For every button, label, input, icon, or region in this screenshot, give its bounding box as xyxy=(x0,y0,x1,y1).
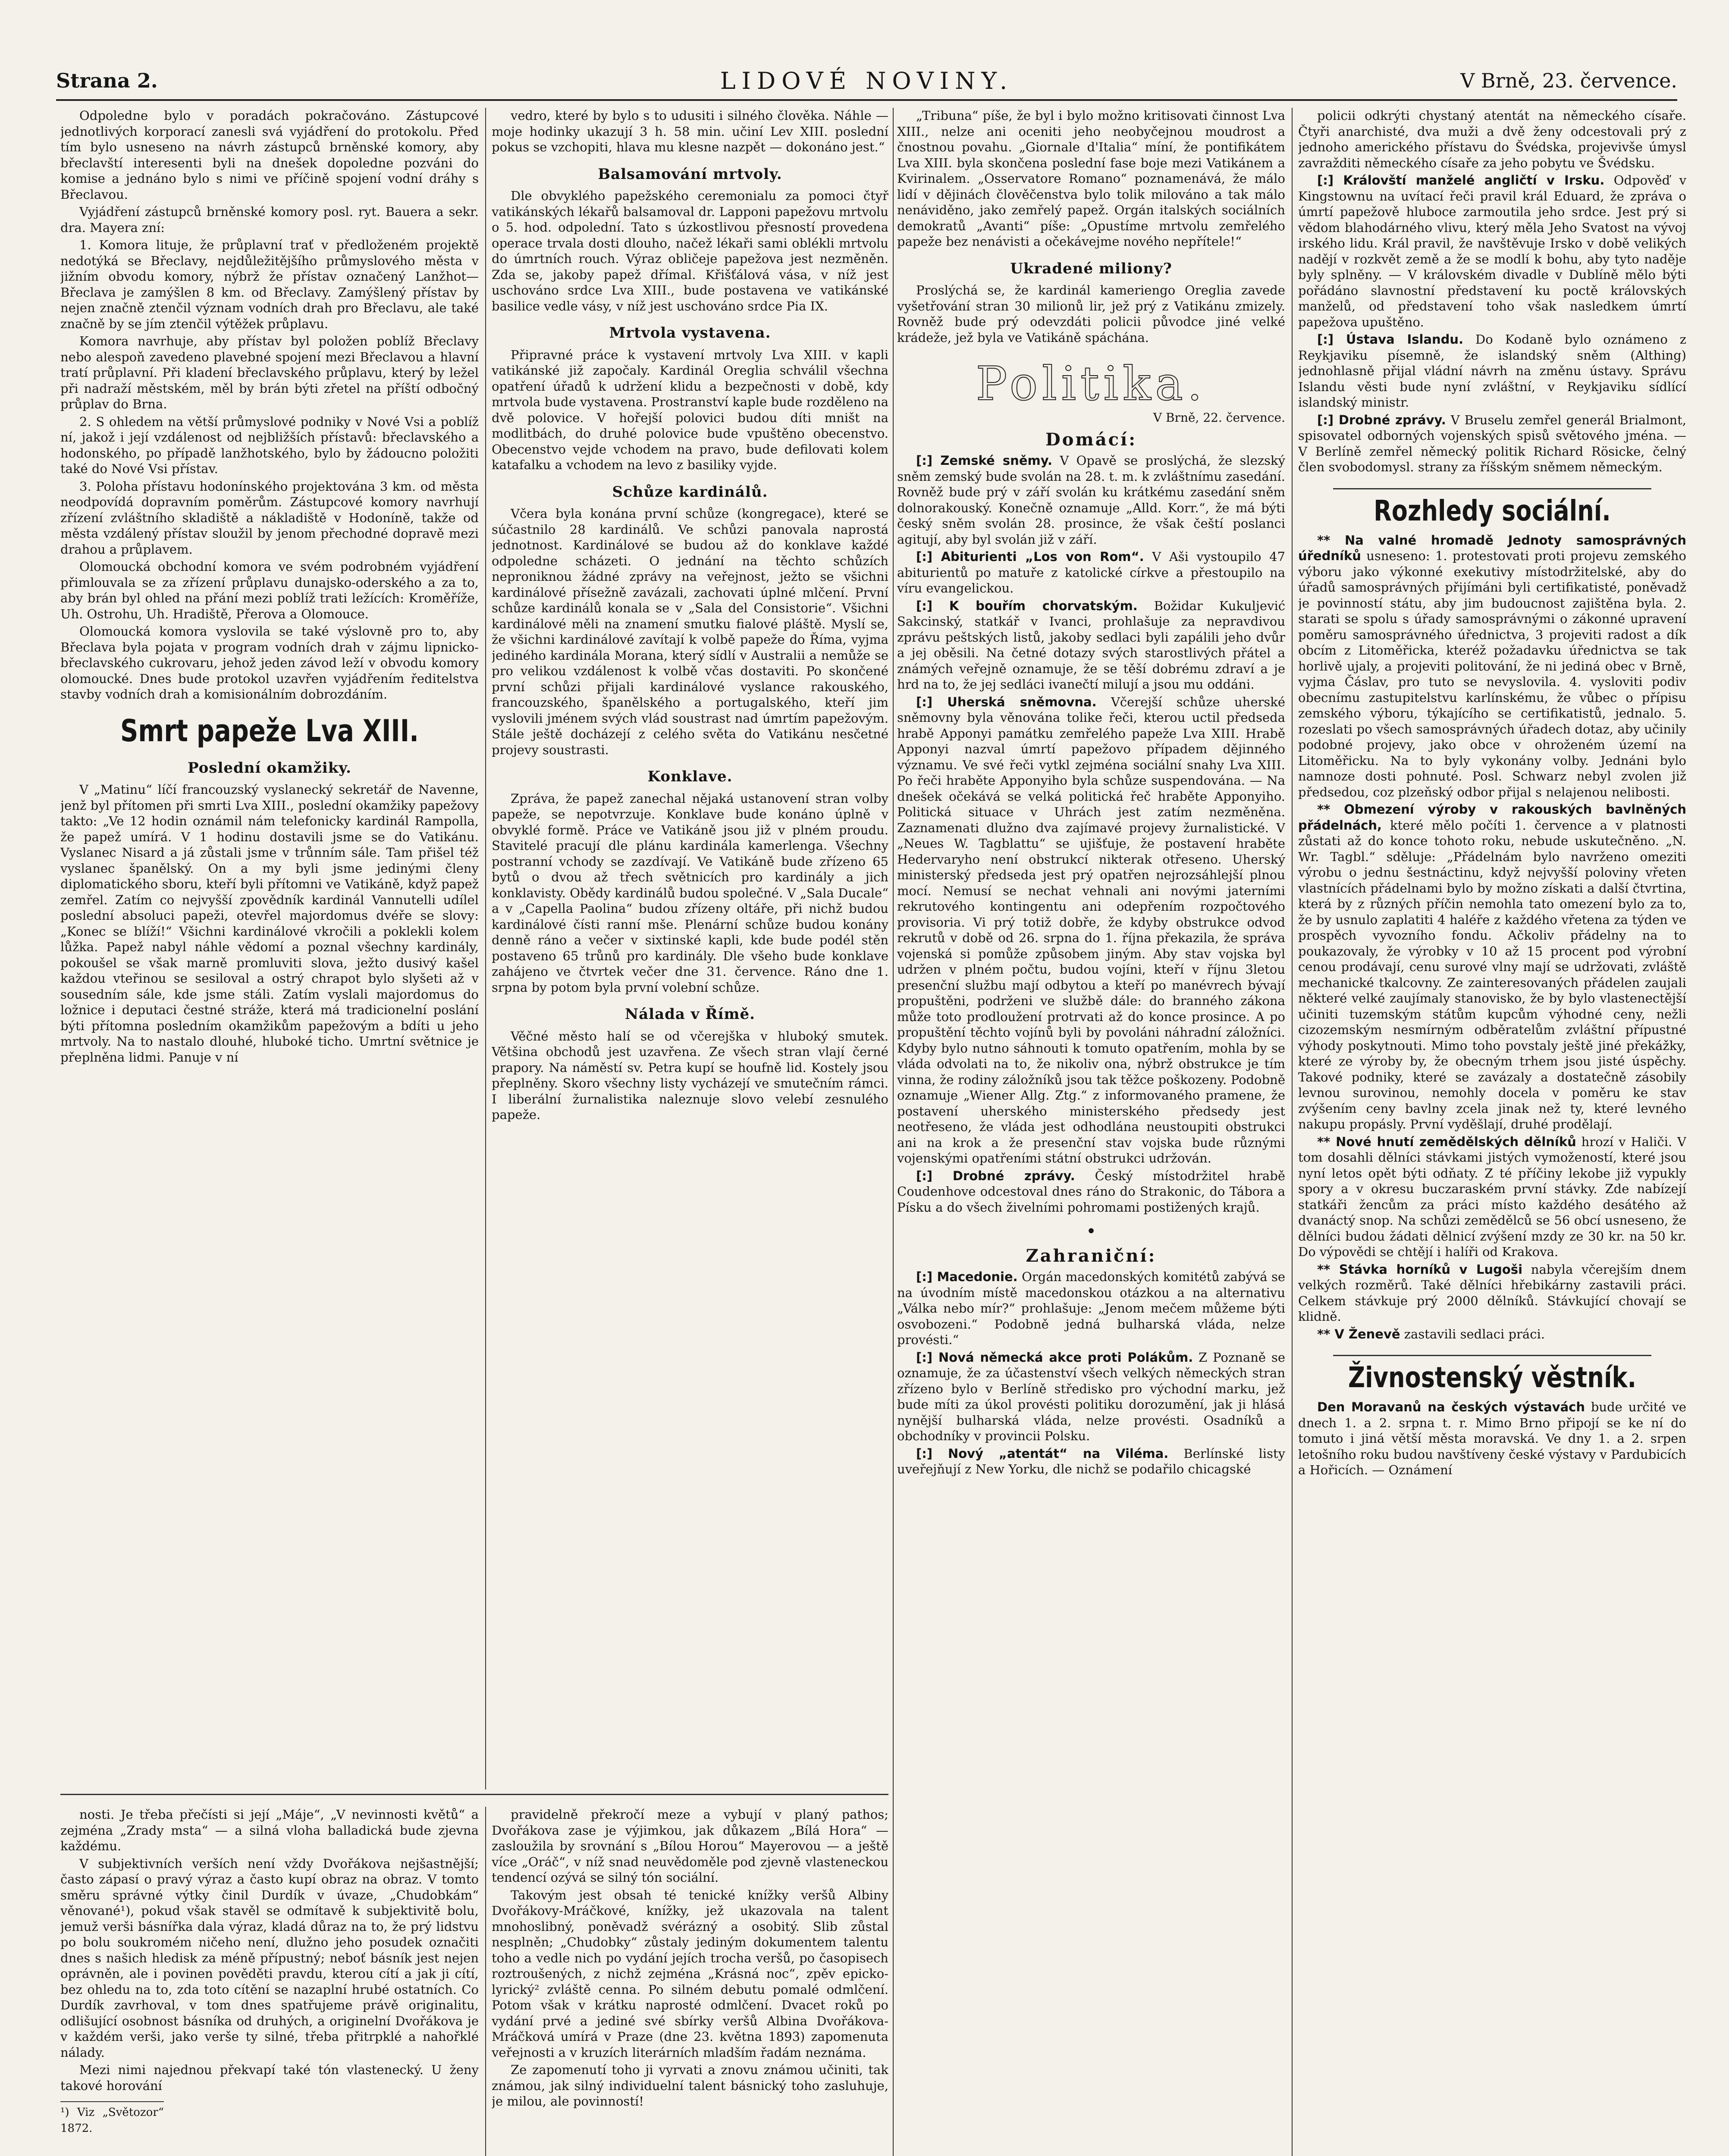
section-domestic: Domácí: xyxy=(1045,429,1137,450)
feuilleton-paragraph: Takovým jest obsah té tenické knížky veršů Albiny Dvořákovy-Mráčkové, knížky, jež ukazovala na talent mnohoslibný, poněvadž svérázný a osobitý. Slib zůstal nesplněn; „Chudobky“ zůstaly jediným dokumentem talentu toho a vedle nich po vydání jejích trocha veršů, po časopisech roztroušených, z nichž zejména „Krásná noc“, zpěv epicko-lyrický² zvláště cenna. Po silném debutu pomalé odmlčení. Potom však v krátku naprosté odmlčení. Dvacet roků po vydání prvé a jediné své sbírky veršů Albina Dvořákova-Mráčková umírá v Praze (dne 23. května 1893) zapomenuta veřejnosti a v kruzích literárních mladším řadám neznáma. xyxy=(492,1887,888,2060)
feuilleton-paragraph: V subjektivních verších není vždy Dvořákova nejšastnější; často zápasí o pravý výraz a často kupí obraz na obraz. V tomto směru správné výtky činil Durdík v úvaze, „Chudobkám“ věnované¹), pokud však stavěl se odmítavě k subjektivitě bolu, jemuž verši básnířka dala výraz, kladá důraz na to, že prý lidstvu po bolu soukromém ničeho není, dlužno jeho posudek označiti dnes s našich hledisk za méně přípustný; neboť básník jest nejen oprávněn, ale i povinen pověděti pravdu, kterou cítí a jak ji cítí, bez ohledu na to, zda toto cítění se nazaplní hrubé ostatních. Co Durdík zavrhoval, v tom dnes spatřujeme právě originalitu, odlišující osobnost básníka od druhých, a originelní Dvořákova je v každém verši, jako verše ty silné, třeba přitrpklé a nahořklé nálady. xyxy=(60,1856,479,2060)
news-item xyxy=(897,1350,1285,1444)
feuilleton-paragraph: pravidelně překročí meze a vybují v planý pathos; Dvořákova zase je výjimkou, jak důkazem „Bílá Hora“ — zasloužila by srovnání s „Bílou Horou“ Mayerovou — a ještě více „Oráč“, v níž snad neuvědoměle pod zjevně vlasteneckou tendencí ozývá se silný tón sociální. xyxy=(492,1807,888,1885)
news-item-title: [:] K bouřím chorvatským. xyxy=(916,598,1138,613)
feuilleton-paragraph: Mezi nimi najednou překvapí také tón vlastenecký. U ženy takové horování xyxy=(60,2062,479,2093)
news-item-title: [:] Královští manželé angličtí v Irsku. xyxy=(1317,173,1605,188)
news-item-title: [:] Macedonie. xyxy=(916,1269,1018,1284)
issue-date: V Brně, 23. července. xyxy=(1460,69,1677,92)
article-paragraph: vedro, které by bylo s to udusiti i silného člověka. Náhle — moje hodinky ukazují 3 h. 58 min. učiní Lev XIII. poslední pokus se vzchopiti, hlava mu klesne nazpět — dokonáno jest.“ xyxy=(492,108,888,154)
feuilleton-column-2 xyxy=(492,1807,888,2156)
news-item-body: Božidar Kukuljević Sakcinský, statkář v Ivanci, prohlašuje za nepravdivou zprávu peštských listů, jakoby sedlaci byli zapálili jeho dvůr a jej oběsili. Na četné dotazy svých starostlivých přátel a známých veřejně oznamuje, že se těší dobrému zdraví a je hrd na to, že jej sedláci ivanečtí milují a jsou mu oddáni. xyxy=(897,598,1285,692)
news-item-body: Orgán macedonských komitétů zabývá se na úvodním místě macedonskou otázkou a na alternativu „Válka nebo mír?“ prohlašuje: „Jenom mečem můžeme býti osvobozeni.“ Podobně jedná bulharská vláda, nelze provésti.“ xyxy=(897,1269,1285,1347)
column-2 xyxy=(492,108,888,1798)
news-item-title: ** Nové hnutí zemědělských dělníků xyxy=(1317,1134,1576,1149)
news-item xyxy=(1298,1326,1686,1342)
news-item-title: Den Moravanů na českých výstavách xyxy=(1317,1400,1585,1414)
section-title-politika: Politika. xyxy=(976,357,1207,411)
column-rule xyxy=(485,1807,486,2156)
article-paragraph: Vyjádření zástupců brněnské komory posl. ryt. Bauera a sekr. dra. Mayera zní: xyxy=(60,204,479,235)
article-paragraph: Olomoucká komora vyslovila se také výslovně pro to, aby Břeclava byla pojata v program vodních drah v zájmu lipnicko-břeclavského cukrovaru, jehož jeden závod leží v obvodu komory olomoucké. Dnes bude protokol uzavřen vyjádřením ředitelstva stavby vodních drah a komisionálním dobrozdáním. xyxy=(60,624,479,702)
news-item-title: [:] Nový „atentát“ na Viléma. xyxy=(916,1446,1169,1461)
news-item-body: Do Kodaně bylo oznámeno z Reykjaviku písemně, že islandský sněm (Althing) jednohlasně přijal vládní návrh na změnu ústavy. Správu Islandu věsti bude nyní zvláštní, v Reykjaviku sídlící islandský ministr. xyxy=(1298,332,1686,410)
column-4 xyxy=(1298,108,1686,2156)
feuilleton-paragraph: nosti. Je třeba přečísti si její „Máje“, „V nevinnosti květů“ a zejména „Zrady msta“ — a silná vloha balladická bude zjevna každému. xyxy=(60,1807,479,1853)
news-item xyxy=(1298,533,1686,800)
section-headline-social: Rozhledy sociální. xyxy=(1333,488,1651,528)
news-item-body: zastavili sedlaci práci. xyxy=(1404,1326,1545,1341)
news-item xyxy=(897,1269,1285,1348)
news-item xyxy=(897,598,1285,693)
news-item-title: [:] Abiturienti „Los von Rom“. xyxy=(916,549,1144,564)
news-item-title: [:] Ústava Islandu. xyxy=(1317,332,1464,347)
news-item xyxy=(897,453,1285,547)
news-item-body: V Aši vystoupilo 47 abiturientů po matuře z katolické církve a přestoupilo na víru evangelickou. xyxy=(897,549,1285,595)
news-item-title: [:] Nová německá akce proti Polákům. xyxy=(916,1350,1193,1365)
dateline: V Brně, 22. července. xyxy=(1153,411,1285,425)
news-item-body: Z Poznaně se oznamuje, že za účastenství všech velkých německých stran zřízeno bylo v Berlíně středisko pro východní marku, jež bude míti za úkol provésti politiku dorozumění, jak ji hlásá nynější bulharská vláda, nelze provésti. Osadníků a obchodníky v provincii Polsku. xyxy=(897,1350,1285,1443)
newspaper-name: LIDOVÉ NOVINY. xyxy=(720,67,1014,94)
article-paragraph: Včera byla konána první schůze (kongregace), které se súčastnilo 28 kardinálů. Ve schůzi panovala naprostá jednotnost. Kardinálové se budou až do konklave každé odpoledne scházeti. O jednání na těchto schůzích neproniknou žádné zprávy na veřejnost, ježto se všichni kardinálové přísežně zavázali, zachovati úplné mlčení. První schůze kardinálů konala se v „Sala del Consistorie“. Všichni kardinálové měli na znamení smutku fialové pláště. Myslí se, že všichni kardinálové zavítají k volbě papeže do Říma, vyjma jediného kardinála Morana, který sídlí v Australii a nemůže se pro velikou vzdálenost k volbě včas dostaviti. Po skončené první schůzi přijali kardinálové vyslance rakouského, francouzského, španělského a portugalského, kteří jim vyslovili jménem svých vlád soustrast nad úmrtím papežovým. Stále ještě docházejí z celého světa do Vatikánu nesčetné projevy soustrasti. xyxy=(492,506,888,757)
section-subheading: Mrtvola vystavena. xyxy=(609,324,771,342)
column-rule xyxy=(1292,108,1293,2156)
news-item-title: ** Stávka horníků v Lugoši xyxy=(1317,1262,1523,1277)
page-number: Strana 2. xyxy=(56,69,158,92)
news-item xyxy=(1298,1262,1686,1325)
section-foreign: Zahraniční: xyxy=(1026,1245,1157,1266)
news-item xyxy=(1298,1399,1686,1478)
feuilleton-column-1 xyxy=(60,1807,479,2156)
article-paragraph: Proslýchá se, že kardinál kameriengo Oreglia zavede vyšetřování stran 30 milionů lir, jež prý z Vatikánu zmizely. Rovněž bude prý odevzdáti policii původce jiné velké krádeže, jež byla ve Vatikáně spáchána. xyxy=(897,283,1285,345)
news-item-body: usneseno: 1. protestovati proti projevu zemského výboru jako výkonné exekutivy místodržitelské, aby do úřadů samosprávných přijímáni byli certifikatisté, poněvadž je povinností státu, aby jim budoucnost zajištěna byla. 2. starati se spolu s úřady samosprávnými o zákonné upravení poměru samosprávného úřednictva, 3 projeviti radost a dík obcím z Litoměřicka, kteréž požadavku úřednictva se tak horlivě ujaly, a projeviti politování, že ni jediná obec v Brně, vyjma Čáslav, pro tuto se nevyslovila. 4. vysloviti podiv obecnímu zastupitelstvu karlínskému, že vůbec o přípisu zemského výboru, týkajícího se certifikatistů, jednalo. 5. rozeslati po všech samosprávných úřadech dotaz, aby učinily podobné projevy, jako obce v ohroženém území na Litoměřicku. Na to byly vykonány volby. Jednáni bylo namnoze dosti pohnuté. Posl. Schwarz nebyl zvolen již předsedou, coz plzeňský odbor přijal s nelajenou nelibosti. xyxy=(1298,548,1686,799)
news-item-body: hrozí v Haliči. V tom dosahli dělníci stávkami jistých vymožeností, které jsou nyní letos opět býti odňaty. Z té příčiny lekobe již vypukly spory a v okresu buczaraském první stávky. Zde nabízejí statkáři žencům za práci místo každého desátého až dvanáctý snop. Na schůzi zemědělců se 56 obcí usneseno, že dělníci budou žádati dělnicí zvýšení mzdy ze 30 kr. na 50 kr. Do výpovědi se chtějí i halíři od Krakova. xyxy=(1298,1134,1686,1259)
feuilleton-paragraph: Ze zapomenutí toho ji vyrvati a znovu známou učiniti, tak známou, jak silný individuelní talent básnický toho zasluhuje, je milou, ale povinností! xyxy=(492,2062,888,2109)
news-item-title: [:] Uherská sněmovna. xyxy=(916,694,1097,709)
news-item-title: ** Na valné hromadě Jednoty samosprávných úředníků xyxy=(1298,533,1686,563)
section-subheading: Nálada v Římě. xyxy=(625,1006,755,1023)
article-paragraph: Věčné město halí se od včerejška v hluboký smutek. Většina obchodů jest uzavřena. Ze všech stran vlají černé prapory. Na náměstí sv. Petra kupí se houfně lid. Kostely jsou přeplněny. Skoro všechny listy vycházejí ve smutečním rámci. I liberální žurnalistika naleznuje slovo velebí zesnulého papeže. xyxy=(492,1028,888,1122)
news-item xyxy=(1298,172,1686,330)
news-item-title: [:] Drobné zprávy. xyxy=(1317,412,1446,427)
news-item-body: které mělo počíti 1. července a v platnosti zůstati až do konce tohoto roku, nebude uskutečněno. „N. Wr. Tagbl.“ sděluje: „Přádelnám bylo navrženo omeziti výrobu o jednu šestnáctinu, když nejvyšší poloviny vřeten vlastnících přádelnami bylo by možno získati a další čtvrtina, která by z různých příčin nemohla tato omezení bylo za to, že by usnulo zaplatiti 4 haléře z každého vřetena za týden ve prospěch vyvozního fondu. Ačkoliv přádelny na to poukazovaly, že výrobky v 10 až 15 procent pod výrobní cenou prodávají, cenu surové vlny mají se udržovati, zvláště mechanické tkalcovny. Ze zainteresovaných přádelen zaujali některé velké zaujímaly stanovisko, že by bylo vlastenectější učiniti tuzemským státům kupcům výhodné ceny, nežli cizozemským nesmírným odběratelům zvláštní přípustné výhody poskytnouti. Mimo toho povstaly ještě jiné překážky, které ze výroby by, že obecným trhem jsou jisté úspěchy. Takové podniky, které se zavázaly a dostatečně zásobily levnou surovinou, nemohly docela v poměru ke stav zvýšením ceny bavlny zcela jinak než ty, které levného nakupu propásly. První vyděšlají, druhé prodělají. xyxy=(1298,818,1686,1131)
news-item xyxy=(897,694,1285,1166)
news-item xyxy=(1298,412,1686,475)
column-1 xyxy=(60,108,479,1798)
article-paragraph: Dle obvyklého papežského ceremonialu za pomoci čtyř vatikánských lékařů balsamoval dr. Lapponi papežovu mrtvolu o 5. hod. odpolední. Tato s úzkostlivou přesností provedena operace trvala dosti dlouho, načež lékaři sami oblékli mrtvolu do úmrtních rouch. Výraz obličeje papežova jest nezměněn. Zda se, jakoby papež dřímal. Křišťálová vása, v níž jest uschováno srdce Lva XIII., bude postavena ve vatikánské basilice vedle vásy, v níž jest uschováno srdce Pia IX. xyxy=(492,188,888,313)
news-item-body: bude určité ve dnech 1. a 2. srpna t. r. Mimo Brno připojí se ke ní do tomuto i jiná větší města moravská. Ve dny 1. a 2. srpen letošního roku budou navštíveny české výstavy v Pardubicích a Hořicích. — Oznámení xyxy=(1298,1400,1686,1477)
section-headline-trade: Živnostenský věstník. xyxy=(1333,1355,1651,1395)
news-item xyxy=(897,1168,1285,1216)
news-item-body: Včerejší schůze uherské sněmovny byla věnována tolike řeči, kterou uctil předseda hrabě Apponyi památku zemřelého papeže Lva XIII. Hrabě Apponyi nazval úmrtí papežovo případem dějinného významu. Ve své řeči vytkl zejména sociální snahy Lva XIII. Po řeči hraběte Apponyiho byla schůze suspendována. — Na dnešek očekává se velká politická řeč hraběte Apponyiho. Politická situace v Uhrách jest zatím nezměněna. Zaznamenati dlužno dva zajímavé projevy žurnalistické. V „Neues W. Tagblattu“ se ujišťuje, že postavení hraběte Hedervaryho není obstrukcí nikterak otřeseno. Uherský ministerský předseda jest prý opatřen nejrozsáhlejší plnou mocí. Nemusí se nechat vehnali ani novými jaterními rekrutového kontingentu ani odepřením rozpočtového provisoria. Vi prý totiž dobře, že kdyby obstrukce odvod rekrutů v době od 26. srpna do 1. října překazila, že správa vojenská si pomůže způsobem jiným. Aby stav vojska byl udržen v plném počtu, budou vojíni, kteří v říjnu 3letou presenční službu mají odbytou a kteří po manévrech bývají propuštěni, podrženi ve službě dále: do branného zákona může toto prodloužení protrvati až do konce prosince. A po propuštění těchto vojínů byli by povoláni náhradní záložníci. Kdyby bylo nutno sáhnouti k tomuto opatřením, mohla by se vláda odvolati na to, že nikoliv ona, nýbrž obstrukce je tím vinna, že rodiny záložníků jsou tak těžce poškozeny. Podobně oznamuje „Wiener Allg. Ztg.“ z informovaného pramene, že postavení uherského ministerského předsedy jest neotřeseno, že vláda jest odhodlána neustoupiti obstrukci ani na krok a že presenční stav vojska bude různými vojenskými opatřeními státní obstrukci udržován. xyxy=(897,694,1285,1166)
news-item-title: ** V Ženevě xyxy=(1317,1326,1400,1341)
article-paragraph: „Tribuna“ píše, že byl i bylo možno kritisovati činnost Lva XIII., nelze ani oceniti jeho neobyčejnou moudrost a čnostnou povahu. „Giornale d'Italia“ míní, že pontifikátem Lva XIII. byla skončena poslední fase boje mezi Vatikánem a Kvirinalem. „Osservatore Romano“ poznamenává, že málo lidí v dějinách člověčenstva bylo tolik milováno a tak málo nenáviděno, jako zemřelý papež. Orgán italských sociálních demokratů „Avanti“ píše: „Opustíme mrtvolu zemřelého papeže bez nenávisti a očekávejme nového nepřítele!“ xyxy=(897,108,1285,249)
article-paragraph: policii odkrýti chystaný atentát na německého císaře. Čtyři anarchisté, dva muži a dvě ženy odcestovali prý z jednoho amerického přístavu do Švédska, projevivše úmysl zavražditi německého císaře za jeho pobytu ve Švédsku. xyxy=(1298,108,1686,170)
news-item-body: Český místodržitel hrabě Coudenhove odcestoval dnes ráno do Strakonic, do Tábora a Písku a do všech živelními pohromami postižených krajů. xyxy=(897,1168,1285,1215)
section-subheading: Poslední okamžiky. xyxy=(188,759,351,777)
article-paragraph: Odpoledne bylo v poradách pokračováno. Zástupcové jednotlivých korporací zanesli svá vyjádření do protokolu. Před tím bylo usneseno na návrh zástupců brněnské komory, aby břeclavští interesenti byli na dnešek dopoledne pozváni do komise a jednáno bylo s nimi ve příčině spojení vodní dráhy s Břeclavou. xyxy=(60,108,479,202)
article-paragraph: Připravné práce k vystavení mrtvoly Lva XIII. v kapli vatikánské již započaly. Kardinál Oreglia schválil všechna opatření úřadů k udržení klidu a bezpečnosti v době, kdy mrtvola bude vystavena. Prostranství kaple bude rozděleno na dvě polovice. V hořejší polovici budou díti mništ na modlitbách, do druhé polovice bude vpuštěno obecenstvo. Obecenstvo vejde vchodem na pravo, bude defilovati kolem katafalku a vchodem na levo z basiliky vyjde. xyxy=(492,347,888,472)
news-item-body: V Bruselu zemřel generál Brialmont, spisovatel odborných vojenských spisů světového jména. — V Berlíně zemřel německý politik Richard Rösicke, čelný člen svobodomysl. strany za říšským sněmem německým. xyxy=(1298,412,1686,474)
section-subheading: Ukradené miliony? xyxy=(1010,260,1172,277)
article-paragraph: Olomoucká obchodní komora ve svém podrobném vyjádření přimlouvala se za zřízení průplavu dunajsko-oderského a za to, aby brán byl ohled na přání mezi poblíž trati ležících: Kroměříže, Uh. Ostrohu, Uh. Hradiště, Přerova a Olomouce. xyxy=(60,559,479,621)
news-item-body: Berlínské listy uveřejňují z New Yorku, dle nichž se podařilo chicagské xyxy=(897,1446,1285,1476)
news-item-title: ** Obmezení výroby v rakouských bavlněných přádelnách, xyxy=(1298,802,1686,833)
article-paragraph: 3. Poloha přístavu hodonínského projektována 3 km. od města neodpovídá dopravním poměrům. Zástupcové komory navrhují zřízení zvláštního skladiště a nákladiště v Hodoníně, takže od města vzdálený přístav sloužil by jenom přechodné dopravě mezi drahou a průplavem. xyxy=(60,479,479,557)
news-item xyxy=(1298,332,1686,411)
news-item-body: Odpověď v Kingstownu na uvítací řeči pravil král Eduard, že zpráva o úmrtí papežově hluboce zarmoutila jeho srdce. Jest prý si vědom blahodárného vlivu, který měla Jeho Svatost na vývoj irského lidu. Král pravil, že navštěvuje Irsko v době velikých nadějí v rozkvět země a že se modlí k bohu, aby tyto naděje byly splněny. — V královském divadle v Dublíně mělo býti pořádáno slavnostní představení ku poctě královských manželů, od představení toho však nasledkem úmrtí papežova upuštěno. xyxy=(1298,173,1686,329)
section-subheading: Konklave. xyxy=(647,768,733,785)
section-subheading: Schůze kardinálů. xyxy=(612,483,768,501)
column-rule xyxy=(893,108,894,2156)
article-paragraph: Zpráva, že papež zanechal nějaká ustanovení stran volby papeže, se nepotvrzuje. Konklave bude konáno úplně v obvyklé formě. Práce ve Vatikáně jsou již v plném proudu. Stavitelé pracují dle plánu kardinála kamerlenga. Všechny postranní vchody se zazdívají. Ve Vatikáně bude zřízeno 65 bytů o dvou až třech světnicích pro kardinály a jich konklavisty. Obědy kardinálů budou společné. V „Sala Ducale“ a v „Capella Paolina“ budou zřízeny oltáře, při nichž budou kardinálové čísti ranní mše. Plenární schůze budou konány denně ráno a večer v sixtinské kapli, kde bude podél stěn postaveno 65 trůnů pro kardinály. Dle všeho bude konklave zahájeno ve čtvrtek večer dne 31. července. Ráno dne 1. srpna by potom byla první volební schůze. xyxy=(492,791,888,995)
news-item xyxy=(1298,1134,1686,1260)
news-item-title: [:] Zemské sněmy. xyxy=(916,453,1052,468)
news-item-body: V Opavě se proslýchá, že slezský sněm zemský bude svolán na 28. t. m. k zvláštnímu zasedání. Rovněž bude prý v září svolán ku krátkému zasedání sněm dolnorakouský. Konečně oznamuje „Alld. Korr.“, že má býti český sněm svolán 28. prosince, že však čeští poslanci agitují, aby byl svolán již v září. xyxy=(897,453,1285,547)
news-item-title: [:] Drobné zprávy. xyxy=(916,1168,1075,1183)
news-item-body: nabyla včerejším dnem velkých rozměrů. Také dělníci hřebikárny zastavili práci. Celkem stávkuje prý 2000 dělníků. Stávkující chovají se klidně. xyxy=(1298,1262,1686,1324)
article-headline: Smrt papeže Lva XIII. xyxy=(120,713,419,749)
column-rule xyxy=(485,108,486,1789)
column-3 xyxy=(897,108,1285,2156)
article-paragraph: Komora navrhuje, aby přístav byl položen poblíž Břeclavy nebo alespoň zavedeno plavebné spojení mezi Břeclavou a hlavní tratí průplavní. Při kladení břeclavského průplavu, který by ležel při nadraží městském, měl by brán býti zřetel na příští odbočný průplav do Brna. xyxy=(60,334,479,411)
news-item xyxy=(897,549,1285,596)
footnote: ¹) Viz „Světozor“ 1872. xyxy=(60,2101,164,2136)
news-item xyxy=(897,1446,1285,1477)
article-paragraph: 2. S ohledem na větší průmyslové podniky v Nové Vsi a poblíž ní, jakož i její vzdálenost od nejbližších přístavů: břeclavského a hodonského, po případě lanžhotského, bylo by žádoucno položiti také do Nové Vsi přístav. xyxy=(60,414,479,476)
separator-dot: • xyxy=(1086,1222,1096,1241)
section-subheading: Balsamování mrtvoly. xyxy=(598,165,782,183)
masthead xyxy=(56,65,1677,101)
article-paragraph: V „Matinu“ líčí francouzský vyslanecký sekretář de Navenne, jenž byl přítomen při smrti Lva XIII., poslední okamžiky papežovy takto: „Ve 12 hodin oznámil nám telefonicky kardinál Rampolla, že papež umírá. V 1 hodinu dostavili jsme se do Vatikánu. Vyslanec Nisard a já zůstali jsme v trůnním sále. Tam přišel též vyslanec španělský. On a my byli jsme jedinými členy diplomatického sboru, kteří byli přítomni ve Vatikáně, když papež zemřel. Zatím co nejvyšší zpovědník kardinál Vannutelli udílel poslední absoluci papeži, otevřel majordomus dvéře se slovy: „Konec se blíží!“ Všichni kardinálové vkročili a poklekli kolem lůžka. Papež nabyl náhle vědomí a poznal všechny kardinály, pokoušel se však marně promluviti slova, ježto dusivý kašel každou vteřinou se sesiloval a ostrý chrapot bylo slyšeti až v sousedním sále, kde jsme stáli. Zatím vyslali majordomus do ložnice i deputaci čestné stráže, která má tradicionelní poslání býti přítomna posledním okamžikům papežovým a bdíti u jeho mrtvoly. Na to nastalo dlouhé, hluboké ticho. Umrtní světnice je přeplněna lidmi. Panuje v ní xyxy=(60,782,479,1065)
news-item xyxy=(1298,802,1686,1132)
article-paragraph: 1. Komora lituje, že průplavní trať v předloženém projektě nedotýká se Břeclavy, nejdůležitějšího průmyslového města v jižním obvodu komory, nýbrž že přístav označený Lanžhot—Břeclava je zamýšlen 8 km. od Břeclavy. Zamýšlený přístav by nejen značně ztenčil význam vodních drah pro Břeclavu, ale také značně by se jím ztenčil výtěžek průplavu. xyxy=(60,238,479,331)
